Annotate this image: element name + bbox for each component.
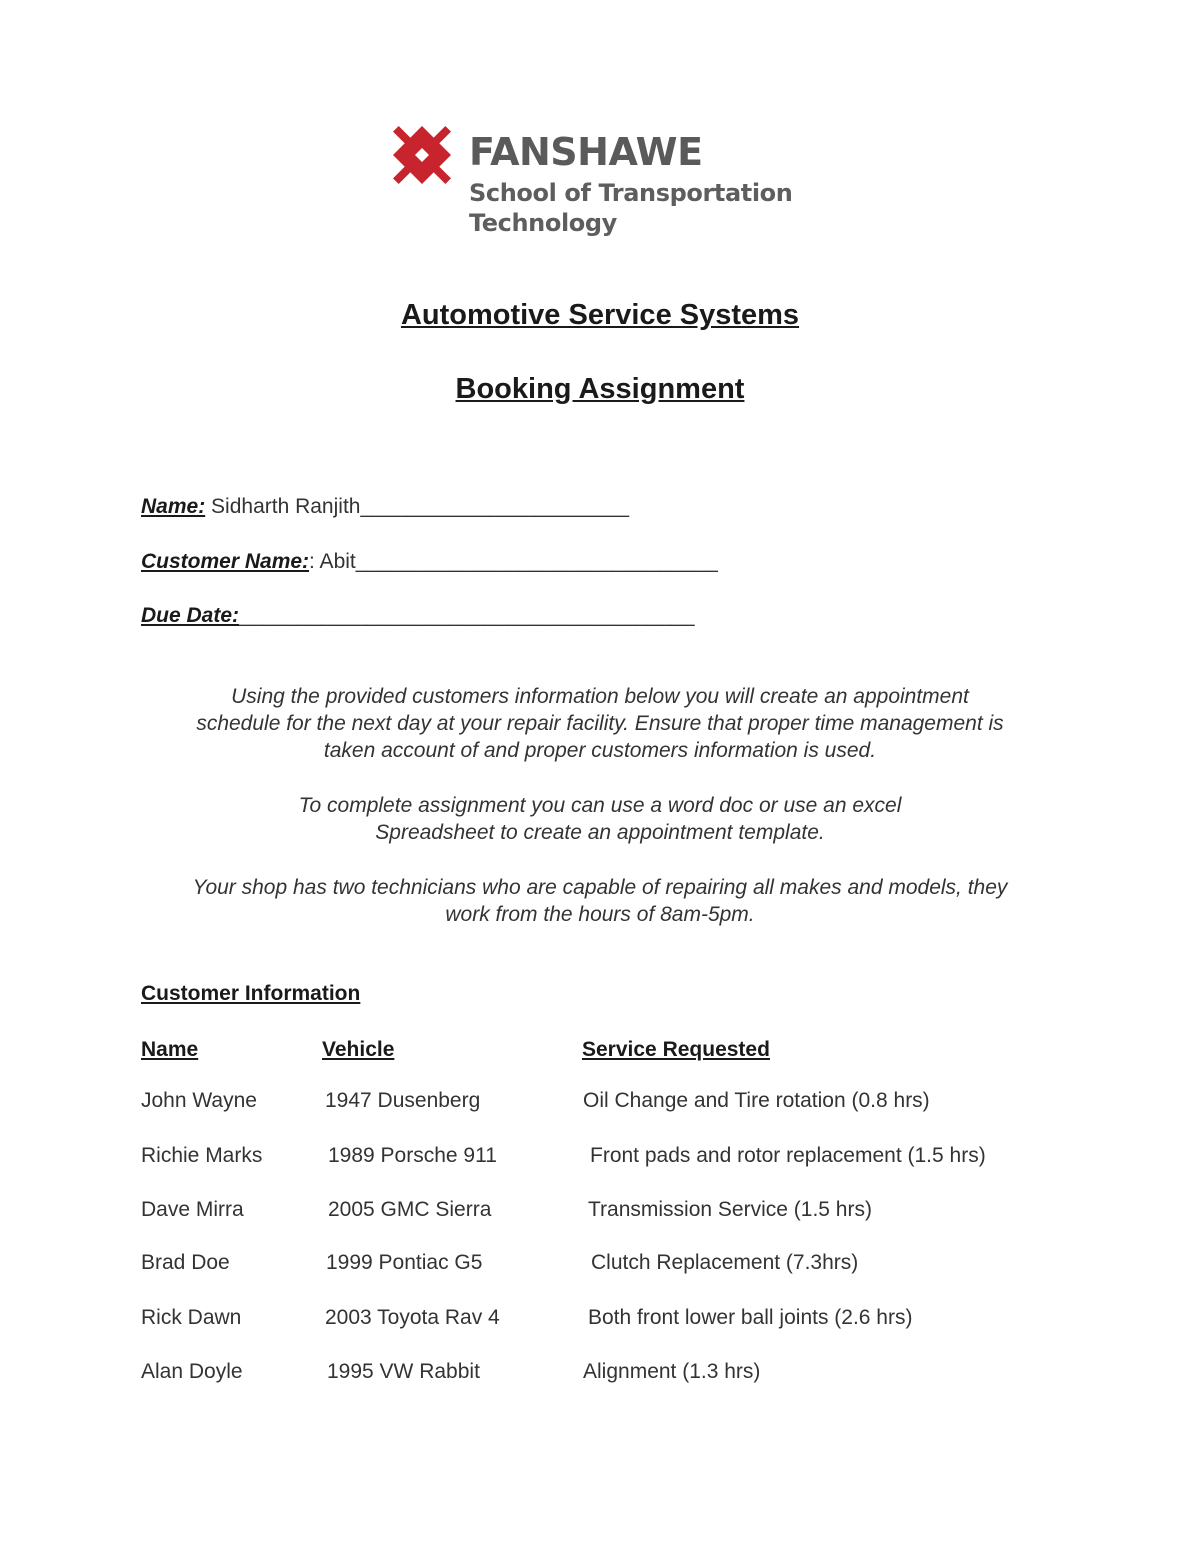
- instruction-paragraph-3: [130, 874, 1070, 928]
- assignment-title: Booking Assignment: [455, 373, 745, 405]
- course-title: Automotive Service Systems: [400, 299, 800, 331]
- row-5-vehicle: 2003 Toyota Rav 4: [325, 1306, 500, 1329]
- logo-school-line1: School of Transportation: [469, 179, 793, 207]
- due-date-field: [141, 603, 695, 629]
- row-2-name: Richie Marks: [141, 1144, 263, 1167]
- row-6-name: Alan Doyle: [141, 1360, 243, 1383]
- instruction-paragraph-1: [130, 683, 1070, 764]
- logo-school-line2: Technology: [469, 209, 617, 237]
- row-1-service: Oil Change and Tire rotation (0.8 hrs): [583, 1089, 930, 1112]
- customer-name-label: Customer Name:: [141, 550, 310, 573]
- due-date-label: Due Date:: [141, 604, 240, 627]
- row-4-vehicle: 1999 Pontiac G5: [326, 1251, 483, 1274]
- instruction-1-line-2: schedule for the next day at your repair facility. Ensure that proper time management is: [196, 712, 1004, 735]
- logo-school-name: [469, 178, 792, 238]
- name-label: Name:: [141, 495, 206, 518]
- row-3-vehicle: 2005 GMC Sierra: [328, 1198, 492, 1221]
- customer-information-heading: Customer Information: [141, 982, 361, 1005]
- column-header-service: Service Requested: [582, 1038, 770, 1061]
- row-3-service: Transmission Service (1.5 hrs): [588, 1198, 872, 1221]
- instruction-1-line-1: Using the provided customers information below you will create an appointment: [231, 685, 969, 708]
- name-value: Sidharth Ranjith_______________________: [205, 495, 630, 518]
- instruction-3-line-1: Your shop has two technicians who are capable of repairing all makes and models, they: [192, 876, 1008, 899]
- name-field: [141, 494, 629, 520]
- row-4-name: Brad Doe: [141, 1251, 230, 1274]
- row-2-service: Front pads and rotor replacement (1.5 hrs): [590, 1144, 986, 1167]
- instruction-3-line-2: work from the hours of 8am-5pm.: [445, 903, 755, 926]
- instruction-paragraph-2: [130, 792, 1070, 846]
- fanshawe-star-icon: [383, 116, 461, 194]
- row-3-name: Dave Mirra: [141, 1198, 244, 1221]
- row-4-service: Clutch Replacement (7.3hrs): [591, 1251, 859, 1274]
- customer-name-value: : Abit_______________________________: [309, 550, 718, 573]
- logo-wordmark: FANSHAWE: [469, 130, 703, 174]
- row-6-vehicle: 1995 VW Rabbit: [327, 1360, 480, 1383]
- instruction-2-line-2: Spreadsheet to create an appointment template.: [375, 821, 825, 844]
- row-1-vehicle: 1947 Dusenberg: [325, 1089, 481, 1112]
- customer-name-field: [141, 549, 718, 575]
- instruction-2-line-1: To complete assignment you can use a word doc or use an excel: [298, 794, 902, 817]
- instruction-1-line-3: taken account of and proper customers information is used.: [323, 739, 877, 762]
- column-header-name: Name: [141, 1038, 199, 1061]
- due-date-value: _______________________________________: [239, 604, 695, 627]
- fanshawe-logo: [383, 116, 823, 246]
- row-1-name: John Wayne: [141, 1089, 257, 1112]
- column-header-vehicle: Vehicle: [322, 1038, 395, 1061]
- row-5-service: Both front lower ball joints (2.6 hrs): [588, 1306, 913, 1329]
- row-2-vehicle: 1989 Porsche 911: [328, 1144, 497, 1167]
- row-6-service: Alignment (1.3 hrs): [583, 1360, 761, 1383]
- row-5-name: Rick Dawn: [141, 1306, 242, 1329]
